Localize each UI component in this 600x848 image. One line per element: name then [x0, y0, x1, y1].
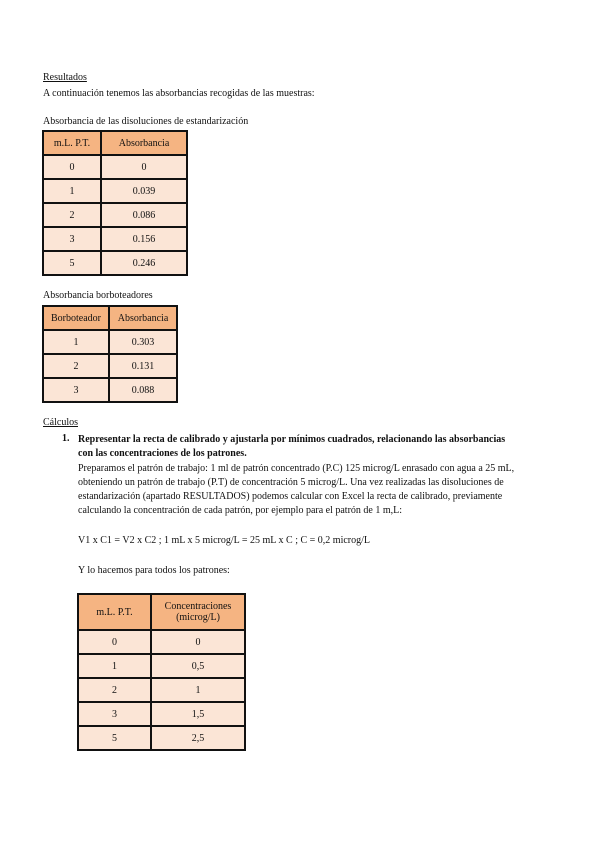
item1-paragraph-line1: Preparamos el patrón de trabajo: 1 ml de patrón concentrado (P.C) 125 microg/L enrasado con agua a 25 mL,	[78, 463, 515, 474]
table-row	[78, 654, 245, 678]
table-row	[43, 155, 187, 179]
table-cell: 2	[78, 678, 151, 702]
table-cell: 5	[43, 251, 101, 275]
table-row	[43, 179, 187, 203]
table-row	[43, 203, 187, 227]
table2-header: Borboteador	[43, 306, 109, 330]
concentrations-table	[77, 593, 246, 751]
table-cell: 0.086	[101, 203, 187, 227]
table-cell: 0.131	[109, 354, 177, 378]
table-cell: 1	[151, 678, 245, 702]
calculos-heading: Cálculos	[43, 417, 78, 428]
table2-header: Absorbancia	[109, 306, 177, 330]
table-cell: 3	[43, 227, 101, 251]
table1-caption: Absorbancia de las disoluciones de estandarización	[43, 116, 249, 127]
table-row	[43, 354, 177, 378]
table2-caption: Absorbancia borboteadores	[43, 290, 153, 301]
table3-header-line2: (microg/L)	[176, 612, 220, 623]
table3-header	[151, 594, 245, 630]
table-cell: 0.246	[101, 251, 187, 275]
item1-paragraph-line3: estandarización (apartado RESULTADOS) podemos calcular con Excel la recta de calibrado, previamente	[78, 491, 503, 502]
table-cell: 3	[78, 702, 151, 726]
table-cell: 0.088	[109, 378, 177, 402]
table-cell: 0	[101, 155, 187, 179]
table-row	[78, 702, 245, 726]
item1-paragraph-line4: calculando la concentración de cada patrón, por ejemplo para el patrón de 1 m,L:	[78, 505, 403, 516]
table-cell: 2	[43, 354, 109, 378]
table-cell: 3	[43, 378, 109, 402]
table-row	[43, 378, 177, 402]
table-row	[78, 726, 245, 750]
table-cell: 5	[78, 726, 151, 750]
table-cell: 1	[43, 179, 101, 203]
table3-header: m.L. P.T.	[78, 594, 151, 630]
formula-text: V1 x C1 = V2 x C2 ; 1 mL x 5 microg/L = 25 mL x C ; C = 0,2 microg/L	[78, 535, 371, 546]
table-cell: 0.156	[101, 227, 187, 251]
table1-header: Absorbancia	[101, 131, 187, 155]
table-cell: 0.039	[101, 179, 187, 203]
table-cell: 2	[43, 203, 101, 227]
table-cell: 0.303	[109, 330, 177, 354]
table-cell: 0	[151, 630, 245, 654]
item1-paragraph-line2: obteniendo un patrón de trabajo (P.T) de concentración 5 microg/L. Una vez realizadas las disoluciones de	[78, 477, 504, 488]
table-row	[78, 678, 245, 702]
standards-absorbance-table	[42, 130, 188, 276]
table1-header: m.L. P.T.	[43, 131, 101, 155]
item1-title-line1: Representar la recta de calibrado y ajustarla por mínimos cuadrados, relacionando las absorbancias	[78, 434, 506, 445]
table-cell: 0	[43, 155, 101, 179]
table-cell: 1	[78, 654, 151, 678]
table-cell: 2,5	[151, 726, 245, 750]
table-row	[78, 630, 245, 654]
intro-text: A continuación tenemos las absorbancias recogidas de las muestras:	[43, 88, 315, 99]
table-row	[43, 330, 177, 354]
item1-number: 1.	[62, 433, 70, 444]
table-cell: 1	[43, 330, 109, 354]
table-cell: 1,5	[151, 702, 245, 726]
table-cell: 0	[78, 630, 151, 654]
table-row	[43, 227, 187, 251]
bubbler-absorbance-table	[42, 305, 178, 403]
table-cell: 0,5	[151, 654, 245, 678]
table3-header-line1: Concentraciones	[164, 601, 232, 612]
table-row	[43, 251, 187, 275]
resultados-heading: Resultados	[43, 72, 87, 83]
todos-text: Y lo hacemos para todos los patrones:	[78, 565, 230, 576]
item1-title-line2: con las concentraciones de los patrones.	[78, 448, 247, 459]
